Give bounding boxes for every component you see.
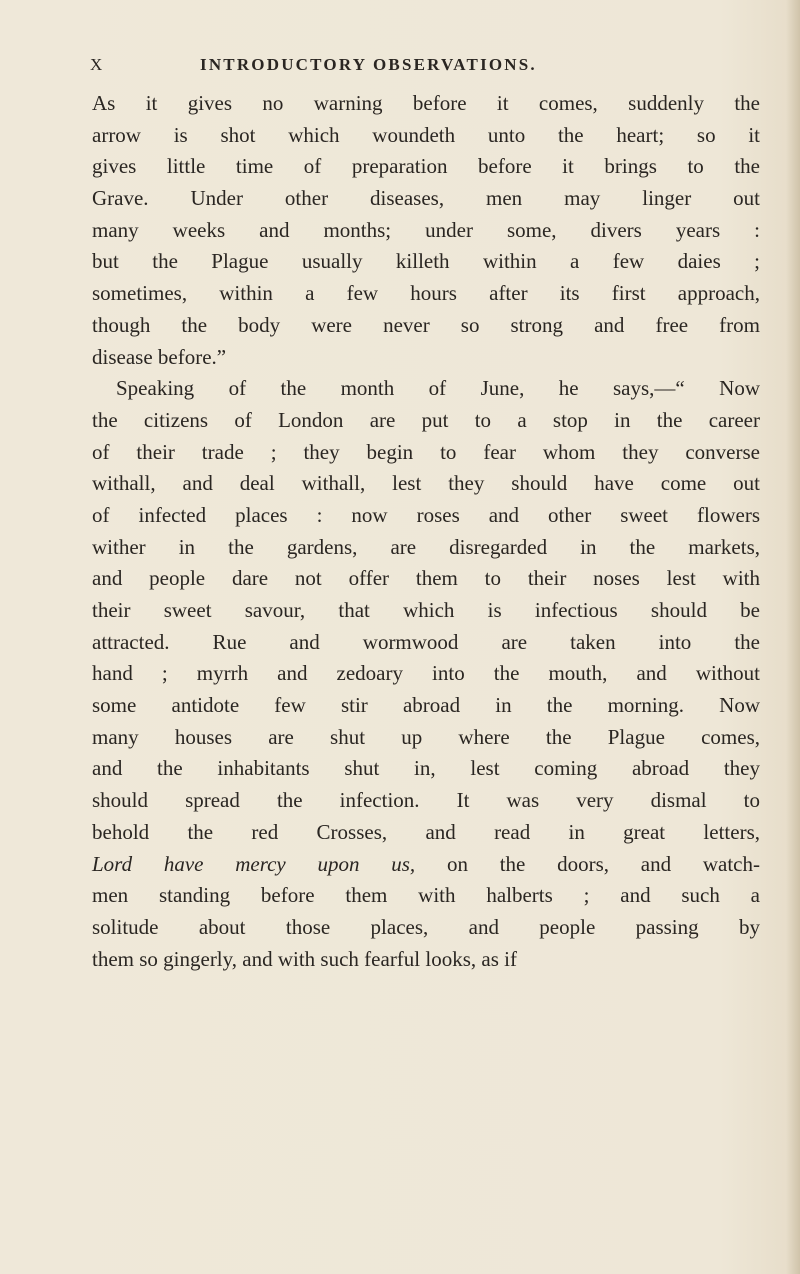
text-line: but the Plague usually killeth within a few daies ;	[92, 249, 760, 274]
text-line: sometimes, within a few hours after its first approach,	[92, 281, 760, 306]
text-line: withall, and deal withall, lest they should have come out	[92, 471, 760, 496]
running-title: INTRODUCTORY OBSERVATIONS.	[200, 55, 537, 74]
text-line: many houses are shut up where the Plague comes,	[92, 724, 760, 749]
text-line: should spread the infection. It was very dismal to	[92, 788, 760, 813]
text-line: behold the red Crosses, and read in great letters,	[92, 819, 760, 844]
text-line: Speaking of the month of June, he says,—“ Now	[116, 376, 760, 401]
text-line: As it gives no warning before it comes, suddenly the	[92, 91, 760, 115]
page-header	[90, 55, 758, 85]
text-line: solitude about those places, and people passing by	[92, 914, 760, 939]
text-line-rest: on the doors, and watch-	[446, 851, 761, 876]
text-line: the citizens of London are put to a stop in the career	[92, 407, 760, 432]
text-line: hand ; myrrh and zedoary into the mouth, and without	[92, 661, 760, 686]
text-line: though the body were never so strong and free from	[92, 312, 760, 337]
text-line: of infected places : now roses and other sweet flowers	[92, 502, 760, 527]
text-line: attracted. Rue and wormwood are taken into the	[92, 629, 760, 654]
text-line: disease before.”	[92, 344, 227, 369]
page-edge-shadow	[786, 0, 800, 1274]
text-line: gives little time of preparation before it brings to the	[92, 154, 760, 179]
text-line: their sweet savour, that which is infectious should be	[92, 598, 760, 622]
text-line: and people dare not offer them to their noses lest with	[92, 566, 760, 591]
text-line: many weeks and months; under some, divers years :	[92, 217, 760, 242]
text-line: men standing before them with halberts ; and such a	[92, 883, 760, 908]
text-line: them so gingerly, and with such fearful looks, as if	[92, 946, 517, 971]
italic-phrase: Lord have mercy upon us,	[92, 851, 416, 876]
text-line: of their trade ; they begin to fear whom they converse	[92, 439, 760, 464]
text-line: and the inhabitants shut in, lest coming abroad they	[92, 756, 760, 781]
text-line: arrow is shot which woundeth unto the heart; so it	[92, 122, 760, 147]
text-line: Grave. Under other diseases, men may linger out	[92, 186, 760, 211]
body-text	[92, 88, 760, 975]
page-number: X	[90, 55, 104, 74]
text-line: wither in the gardens, are disregarded in the markets,	[92, 534, 760, 559]
text-line: some antidote few stir abroad in the morning. Now	[92, 693, 760, 718]
text-line-with-italic	[92, 849, 760, 881]
